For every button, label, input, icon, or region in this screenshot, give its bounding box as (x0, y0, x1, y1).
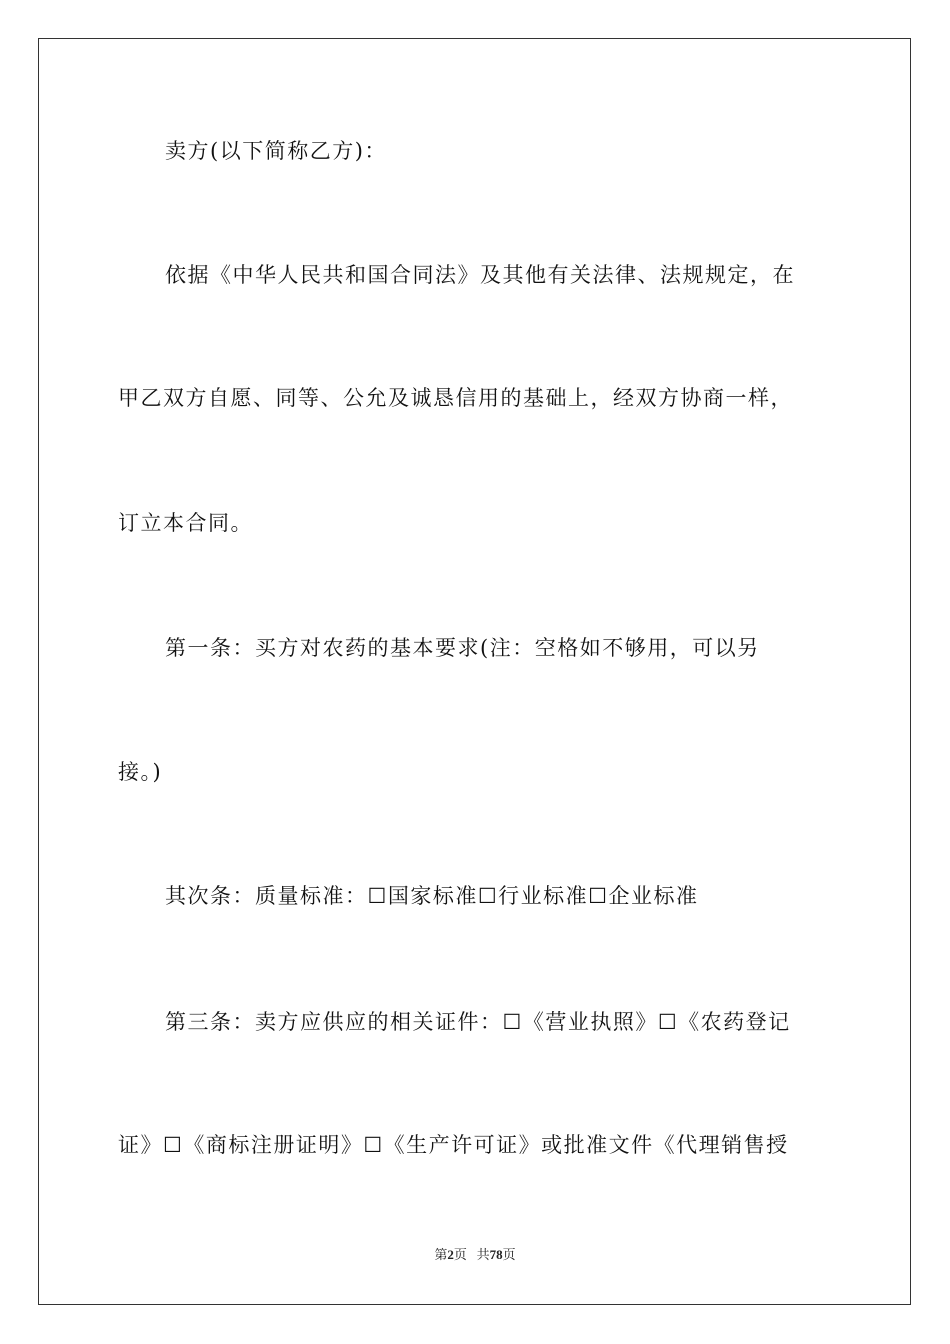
footer-page-suffix: 页 (453, 1247, 467, 1262)
footer-page-prefix: 第 (434, 1247, 448, 1262)
paragraph-line-article-3a: 第三条：卖方应供应的相关证件：☐《营业执照》☐《农药登记 (165, 1010, 791, 1034)
page-border (38, 38, 911, 1305)
paragraph-line-basis-3: 订立本合同。 (118, 511, 253, 535)
paragraph-line-basis-1: 依据《中华人民共和国合同法》及其他有关法律、法规规定，在 (165, 263, 795, 287)
paragraph-line-article-1b: 接。) (118, 760, 163, 784)
footer-total-suffix: 页 (502, 1247, 516, 1262)
paragraph-line-seller: 卖方(以下简称乙方)： (165, 139, 387, 163)
paragraph-line-article-1a: 第一条：买方对农药的基本要求(注：空格如不够用，可以另 (165, 636, 760, 660)
footer-total-prefix: 共 (476, 1247, 490, 1262)
paragraph-line-basis-2: 甲乙双方自愿、同等、公允及诚恳信用的基础上，经双方协商一样， (118, 386, 793, 410)
footer-total-pages: 78 (489, 1247, 503, 1262)
page-footer (0, 1247, 950, 1263)
paragraph-line-article-2: 其次条：质量标准：☐国家标准☐行业标准☐企业标准 (165, 884, 699, 908)
footer-page-number: 2 (447, 1247, 454, 1262)
paragraph-line-article-3b: 证》☐《商标注册证明》☐《生产许可证》或批准文件《代理销售授 (118, 1133, 789, 1157)
